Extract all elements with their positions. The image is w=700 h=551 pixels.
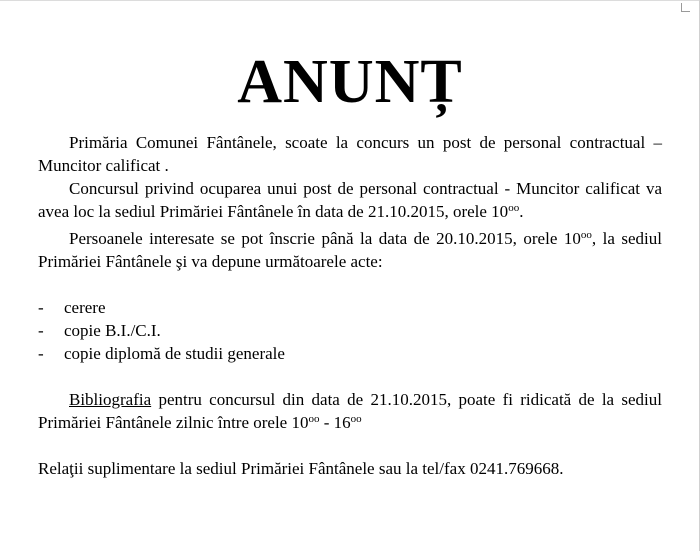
time-superscript: oo <box>350 413 362 425</box>
paragraph-contact-text: Relaţii suplimentare la sediul Primăriei Fântânele sau la tel/fax 0241.769668. <box>38 459 564 478</box>
paragraph-bibliography-text: pentru concursul din data de 21.10.2015, poate fi ridicată de la sediul Primăriei Fântânele zilnic între orele 10 <box>38 390 662 432</box>
paragraph-registration <box>38 227 662 273</box>
list-dash: - <box>38 344 44 363</box>
paragraph-registration-text: Persoanele interesate se pot înscrie până la data de 20.10.2015, orele 10 <box>69 229 581 248</box>
page-corner-mark-icon <box>681 3 690 12</box>
time-superscript: oo <box>580 229 592 241</box>
paragraph-bibliography-mid: - 16 <box>319 413 351 432</box>
time-superscript: oo <box>508 202 520 214</box>
list-item-text: copie diplomă de studii generale <box>64 344 285 363</box>
bibliography-label: Bibliografia <box>69 390 152 409</box>
list-item-text: copie B.I./C.I. <box>64 321 161 340</box>
paragraph-announcement <box>38 131 662 177</box>
time-superscript: oo <box>308 413 320 425</box>
list-item <box>38 296 662 319</box>
list-item <box>38 319 662 342</box>
paragraph-bibliography <box>38 388 662 434</box>
document-title: ANUNȚ <box>237 47 463 116</box>
page-top-edge <box>0 0 700 1</box>
document-body <box>38 131 662 480</box>
list-item-text: cerere <box>64 298 106 317</box>
paragraph-exam-details-end: . <box>519 202 524 221</box>
paragraph-announcement-text: Primăria Comunei Fântânele, scoate la concurs un post de personal contractual – Muncitor calificat . <box>38 133 662 175</box>
paragraph-contact <box>38 457 662 480</box>
list-dash: - <box>38 298 44 317</box>
paragraph-registration-rest: , la sediul Primăriei Fântânele şi va depune următoarele acte: <box>38 229 662 271</box>
paragraph-exam-details <box>38 177 662 223</box>
paragraph-exam-details-text: Concursul privind ocuparea unui post de personal contractual - Muncitor calificat va avea loc la sediul Primăriei Fântânele în data de 21.10.2015, orele 10 <box>38 179 662 221</box>
list-dash: - <box>38 321 44 340</box>
list-item <box>38 342 662 365</box>
required-documents-list <box>38 296 662 365</box>
